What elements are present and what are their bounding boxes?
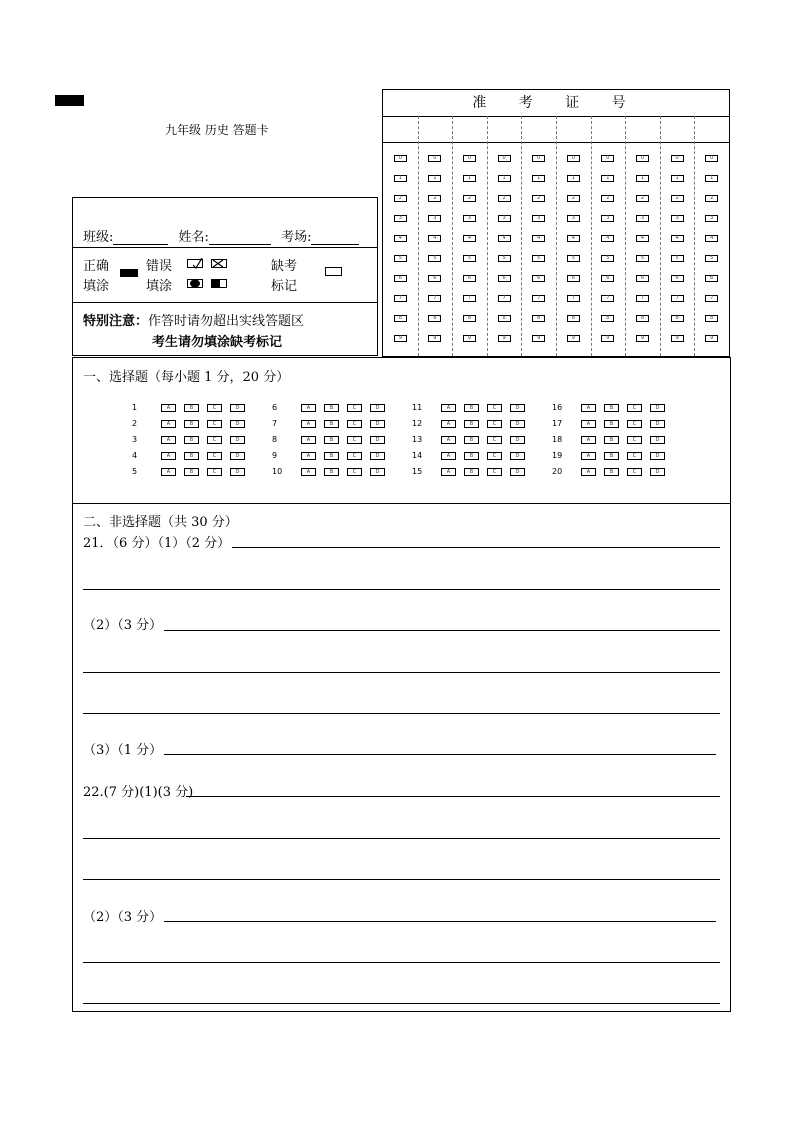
exam-id-digit-bubble[interactable]: 2 [463, 195, 476, 202]
exam-id-digit-bubble[interactable]: 5 [601, 255, 614, 262]
answer-line[interactable] [83, 962, 720, 963]
answer-line[interactable] [83, 672, 720, 673]
answer-bubble-c[interactable]: C [207, 452, 222, 460]
exam-id-title: 准 考 证 号 [383, 90, 729, 117]
answer-bubble-a[interactable]: A [581, 436, 596, 444]
exam-id-digit-bubble[interactable]: 8 [394, 315, 407, 322]
notice-label: 特别注意： [83, 314, 149, 329]
exam-id-digit-bubble[interactable]: 9 [428, 335, 441, 342]
exam-id-digit-bubble[interactable]: 6 [567, 275, 580, 282]
answer-bubble-d[interactable]: D [650, 420, 665, 428]
question-number: 4 [132, 451, 138, 460]
exam-id-digit-bubble[interactable]: 9 [394, 335, 407, 342]
absent-mark-box[interactable] [325, 267, 342, 276]
exam-id-digit-bubble[interactable]: 1 [498, 175, 511, 182]
answer-bubble-d[interactable]: D [370, 436, 385, 444]
exam-id-digit-bubble[interactable]: 8 [636, 315, 649, 322]
answer-bubble-c[interactable]: C [627, 436, 642, 444]
exam-id-digit-bubble[interactable]: 7 [567, 295, 580, 302]
exam-id-digit-bubble[interactable]: 2 [705, 195, 718, 202]
question-number: 20 [552, 467, 563, 476]
exam-id-digit-bubble[interactable]: 7 [636, 295, 649, 302]
exam-id-digit-bubble[interactable]: 5 [498, 255, 511, 262]
exam-id-digit-bubble[interactable]: 0 [636, 155, 649, 162]
info-divider-2 [73, 302, 377, 303]
exam-id-digit-bubble[interactable]: 5 [636, 255, 649, 262]
answer-bubble-b[interactable]: B [184, 436, 199, 444]
absent-label-2: 标记 [271, 279, 298, 294]
question-number: 12 [412, 419, 423, 428]
exam-id-digit-bubble[interactable]: 2 [532, 195, 545, 202]
answer-line[interactable] [164, 630, 720, 631]
answer-bubble-c[interactable]: C [207, 420, 222, 428]
answer-bubble-d[interactable]: D [650, 452, 665, 460]
exam-id-column-divider [556, 116, 557, 356]
answer-bubble-b[interactable]: B [464, 420, 479, 428]
name-label: 姓名: [178, 230, 209, 245]
answer-bubble-a[interactable]: A [161, 468, 176, 476]
answer-bubble-d[interactable]: D [510, 436, 525, 444]
answer-bubble-c[interactable]: C [347, 420, 362, 428]
exam-id-digit-bubble[interactable]: 6 [636, 275, 649, 282]
answer-bubble-a[interactable]: A [301, 436, 316, 444]
q21-part2: （2）（3 分） [83, 618, 163, 633]
answer-bubble-a[interactable]: A [301, 452, 316, 460]
answer-bubble-a[interactable]: A [441, 436, 456, 444]
answer-bubble-a[interactable]: A [581, 420, 596, 428]
answer-area [72, 357, 731, 1012]
q22-part2: （2）（3 分） [83, 910, 163, 925]
exam-id-digit-bubble[interactable]: 8 [463, 315, 476, 322]
exam-id-digit-bubble[interactable]: 9 [463, 335, 476, 342]
section1-title: 一、选择题（每小题 1 分，20 分） [83, 370, 290, 385]
exam-id-digit-bubble[interactable]: 2 [601, 195, 614, 202]
answer-bubble-a[interactable]: A [441, 404, 456, 412]
answer-bubble-d[interactable]: D [650, 436, 665, 444]
answer-bubble-c[interactable]: C [347, 468, 362, 476]
answer-bubble-c[interactable]: C [207, 404, 222, 412]
answer-bubble-b[interactable]: B [604, 420, 619, 428]
answer-line[interactable] [83, 589, 720, 590]
answer-bubble-d[interactable]: D [510, 404, 525, 412]
answer-bubble-c[interactable]: C [347, 436, 362, 444]
room-field[interactable] [311, 232, 359, 245]
wrong-fill-samples [187, 258, 231, 292]
answer-bubble-b[interactable]: B [464, 452, 479, 460]
exam-id-column-divider [694, 116, 695, 356]
wrong-label-2: 填涂 [146, 279, 173, 294]
answer-bubble-d[interactable]: D [510, 452, 525, 460]
exam-id-digit-bubble[interactable]: 2 [671, 195, 684, 202]
notice-line-2: 考生请勿填涂缺考标记 [152, 335, 283, 350]
answer-line[interactable] [83, 879, 720, 880]
answer-bubble-c[interactable]: C [487, 452, 502, 460]
exam-id-digit-bubble[interactable]: 6 [705, 275, 718, 282]
exam-id-digit-bubble[interactable]: 3 [567, 215, 580, 222]
question-number: 14 [412, 451, 423, 460]
section-divider [73, 503, 730, 504]
exam-id-digit-bubble[interactable]: 4 [428, 235, 441, 242]
exam-id-column-divider [625, 116, 626, 356]
exam-id-digit-bubble[interactable]: 4 [705, 235, 718, 242]
exam-id-digit-bubble[interactable]: 9 [532, 335, 545, 342]
question-number: 3 [132, 435, 138, 444]
exam-id-digit-bubble[interactable]: 8 [601, 315, 614, 322]
exam-id-digit-bubble[interactable]: 6 [532, 275, 545, 282]
answer-bubble-c[interactable]: C [627, 404, 642, 412]
exam-id-digit-bubble[interactable]: 7 [498, 295, 511, 302]
info-divider-1 [73, 247, 377, 248]
answer-line[interactable] [164, 921, 716, 922]
exam-id-digit-bubble[interactable]: 9 [567, 335, 580, 342]
answer-bubble-d[interactable]: D [230, 420, 245, 428]
question-number: 10 [272, 467, 283, 476]
wrong-label-1: 错误 [146, 259, 173, 274]
answer-bubble-c[interactable]: C [487, 420, 502, 428]
answer-line[interactable] [83, 1003, 720, 1004]
q21-part3: （3）（1 分） [83, 743, 163, 758]
answer-bubble-d[interactable]: D [370, 420, 385, 428]
answer-bubble-b[interactable]: B [604, 452, 619, 460]
exam-id-digit-bubble[interactable]: 3 [394, 215, 407, 222]
exam-id-digit-bubble[interactable]: 5 [428, 255, 441, 262]
q21-header: 21．（6 分）（1）（2 分） [83, 536, 231, 551]
exam-id-digit-bubble[interactable]: 4 [394, 235, 407, 242]
answer-line[interactable] [83, 838, 720, 839]
answer-bubble-a[interactable]: A [441, 420, 456, 428]
answer-bubble-b[interactable]: B [464, 404, 479, 412]
exam-id-digit-bubble[interactable]: 8 [498, 315, 511, 322]
card-title: 九年级 历史 答题卡 [165, 123, 269, 137]
exam-id-digit-bubble[interactable]: 1 [567, 175, 580, 182]
exam-id-digit-bubble[interactable]: 4 [463, 235, 476, 242]
exam-id-digit-bubble[interactable]: 7 [532, 295, 545, 302]
answer-bubble-c[interactable]: C [347, 452, 362, 460]
exam-id-digit-bubble[interactable]: 5 [394, 255, 407, 262]
exam-id-digit-bubble[interactable]: 3 [636, 215, 649, 222]
exam-id-digit-bubble[interactable]: 1 [532, 175, 545, 182]
answer-bubble-d[interactable]: D [650, 468, 665, 476]
name-field[interactable] [209, 232, 271, 245]
question-number: 1 [132, 403, 138, 412]
exam-id-digit-bubble[interactable]: 4 [532, 235, 545, 242]
exam-id-digit-bubble[interactable]: 7 [705, 295, 718, 302]
exam-id-digit-bubble[interactable]: 6 [463, 275, 476, 282]
exam-id-digit-bubble[interactable]: 4 [601, 235, 614, 242]
answer-bubble-c[interactable]: C [207, 436, 222, 444]
correct-label-1: 正确 [83, 259, 110, 274]
exam-id-digit-bubble[interactable]: 5 [532, 255, 545, 262]
answer-bubble-a[interactable]: A [581, 468, 596, 476]
exam-id-digit-bubble[interactable]: 2 [394, 195, 407, 202]
answer-bubble-d[interactable]: D [510, 468, 525, 476]
exam-id-digit-bubble[interactable]: 0 [463, 155, 476, 162]
correct-fill-sample [120, 269, 138, 277]
answer-bubble-c[interactable]: C [487, 436, 502, 444]
answer-bubble-c[interactable]: C [347, 404, 362, 412]
exam-id-box [382, 89, 730, 357]
exam-id-digit-bubble[interactable]: 0 [671, 155, 684, 162]
answer-bubble-b[interactable]: B [184, 468, 199, 476]
answer-bubble-d[interactable]: D [650, 404, 665, 412]
answer-bubble-b[interactable]: B [324, 404, 339, 412]
exam-id-digit-bubble[interactable]: 8 [705, 315, 718, 322]
answer-bubble-d[interactable]: D [510, 420, 525, 428]
student-info-box [72, 197, 378, 356]
answer-bubble-d[interactable]: D [370, 404, 385, 412]
exam-id-digit-bubble[interactable]: 0 [394, 155, 407, 162]
exam-id-digit-bubble[interactable]: 8 [671, 315, 684, 322]
correct-label-2: 填涂 [83, 279, 110, 294]
answer-bubble-c[interactable]: C [627, 452, 642, 460]
class-field[interactable] [113, 232, 168, 245]
answer-bubble-a[interactable]: A [301, 468, 316, 476]
exam-id-digit-bubble[interactable]: 0 [532, 155, 545, 162]
exam-id-digit-bubble[interactable]: 3 [601, 215, 614, 222]
exam-id-digit-bubble[interactable]: 3 [671, 215, 684, 222]
exam-id-digit-bubble[interactable]: 4 [636, 235, 649, 242]
answer-bubble-a[interactable]: A [581, 452, 596, 460]
exam-id-digit-bubble[interactable]: 1 [705, 175, 718, 182]
exam-id-digit-bubble[interactable]: 2 [567, 195, 580, 202]
exam-id-digit-bubble[interactable]: 0 [601, 155, 614, 162]
exam-id-digit-bubble[interactable]: 4 [671, 235, 684, 242]
question-number: 8 [272, 435, 278, 444]
exam-id-digit-bubble[interactable]: 5 [705, 255, 718, 262]
question-number: 11 [412, 403, 423, 412]
question-number: 18 [552, 435, 563, 444]
exam-id-column-divider [591, 116, 592, 356]
exam-id-digit-bubble[interactable]: 1 [463, 175, 476, 182]
answer-bubble-a[interactable]: A [161, 420, 176, 428]
exam-id-digit-bubble[interactable]: 9 [705, 335, 718, 342]
answer-bubble-d[interactable]: D [230, 436, 245, 444]
answer-bubble-b[interactable]: B [604, 404, 619, 412]
answer-bubble-b[interactable]: B [324, 468, 339, 476]
question-number: 6 [272, 403, 278, 412]
question-number: 5 [132, 467, 138, 476]
exam-id-digit-bubble[interactable]: 6 [394, 275, 407, 282]
answer-bubble-a[interactable]: A [301, 404, 316, 412]
answer-bubble-d[interactable]: D [230, 452, 245, 460]
answer-bubble-c[interactable]: C [627, 420, 642, 428]
answer-bubble-d[interactable]: D [230, 404, 245, 412]
exam-id-digit-bubble[interactable]: 6 [498, 275, 511, 282]
question-number: 2 [132, 419, 138, 428]
exam-id-digit-bubble[interactable]: 5 [567, 255, 580, 262]
exam-id-column-divider [418, 116, 419, 356]
question-number: 19 [552, 451, 563, 460]
exam-id-digit-bubble[interactable]: 0 [567, 155, 580, 162]
answer-bubble-d[interactable]: D [370, 468, 385, 476]
answer-line[interactable] [164, 754, 716, 755]
info-fields-row [83, 226, 359, 245]
exam-id-digit-bubble[interactable]: 8 [567, 315, 580, 322]
answer-bubble-a[interactable]: A [441, 452, 456, 460]
timing-mark [55, 95, 84, 106]
answer-line[interactable] [232, 547, 720, 548]
answer-bubble-b[interactable]: B [184, 420, 199, 428]
exam-id-digit-bubble[interactable]: 3 [428, 215, 441, 222]
answer-bubble-b[interactable]: B [464, 436, 479, 444]
exam-id-digit-bubble[interactable]: 6 [601, 275, 614, 282]
exam-id-digit-bubble[interactable]: 9 [498, 335, 511, 342]
exam-id-digit-bubble[interactable]: 3 [463, 215, 476, 222]
exam-id-digit-bubble[interactable]: 0 [498, 155, 511, 162]
exam-id-digit-bubble[interactable]: 3 [498, 215, 511, 222]
exam-id-digit-bubble[interactable]: 2 [636, 195, 649, 202]
exam-id-column-divider [452, 116, 453, 356]
exam-id-digit-bubble[interactable]: 9 [671, 335, 684, 342]
exam-id-digit-bubble[interactable]: 7 [671, 295, 684, 302]
exam-id-column-divider [487, 116, 488, 356]
exam-id-digit-bubble[interactable]: 4 [498, 235, 511, 242]
answer-bubble-c[interactable]: C [627, 468, 642, 476]
answer-bubble-a[interactable]: A [161, 436, 176, 444]
exam-id-digit-bubble[interactable]: 6 [671, 275, 684, 282]
exam-id-digit-bubble[interactable]: 9 [601, 335, 614, 342]
question-number: 7 [272, 419, 278, 428]
answer-bubble-a[interactable]: A [581, 404, 596, 412]
question-number: 13 [412, 435, 423, 444]
exam-id-column-divider [521, 116, 522, 356]
exam-id-digit-bubble[interactable]: 7 [394, 295, 407, 302]
answer-bubble-b[interactable]: B [324, 420, 339, 428]
section2-title: 二、非选择题（共 30 分） [83, 515, 238, 530]
answer-line[interactable] [186, 796, 720, 797]
exam-id-digit-bubble[interactable]: 3 [705, 215, 718, 222]
exam-id-digit-bubble[interactable]: 9 [636, 335, 649, 342]
answer-bubble-c[interactable]: C [487, 404, 502, 412]
question-number: 9 [272, 451, 278, 460]
answer-bubble-a[interactable]: A [161, 404, 176, 412]
answer-bubble-b[interactable]: B [324, 452, 339, 460]
answer-bubble-b[interactable]: B [184, 452, 199, 460]
answer-bubble-a[interactable]: A [441, 468, 456, 476]
notice-row [83, 310, 304, 329]
room-label: 考场: [281, 230, 312, 245]
exam-id-digit-bubble[interactable]: 1 [394, 175, 407, 182]
notice-line-1: 作答时请勿超出实线答题区 [148, 314, 305, 329]
question-number: 17 [552, 419, 563, 428]
answer-line[interactable] [83, 713, 720, 714]
absent-label-1: 缺考 [271, 259, 298, 274]
exam-id-digit-bubble[interactable]: 2 [498, 195, 511, 202]
answer-bubble-b[interactable]: B [464, 468, 479, 476]
exam-id-digit-bubble[interactable]: 7 [601, 295, 614, 302]
exam-id-digit-bubble[interactable]: 0 [705, 155, 718, 162]
q22-header: 22.(7 分)(1)(3 分) [83, 785, 194, 800]
answer-bubble-d[interactable]: D [370, 452, 385, 460]
answer-bubble-c[interactable]: C [207, 468, 222, 476]
exam-id-digit-bubble[interactable]: 1 [671, 175, 684, 182]
exam-id-digit-bubble[interactable]: 1 [636, 175, 649, 182]
answer-bubble-a[interactable]: A [301, 420, 316, 428]
answer-bubble-b[interactable]: B [604, 468, 619, 476]
exam-id-digit-bubble[interactable]: 0 [428, 155, 441, 162]
answer-bubble-d[interactable]: D [230, 468, 245, 476]
exam-id-digit-bubble[interactable]: 4 [567, 235, 580, 242]
exam-id-digit-bubble[interactable]: 6 [428, 275, 441, 282]
answer-bubble-b[interactable]: B [604, 436, 619, 444]
exam-id-digit-bubble[interactable]: 1 [428, 175, 441, 182]
exam-id-digit-bubble[interactable]: 3 [532, 215, 545, 222]
exam-id-digit-bubble[interactable]: 2 [428, 195, 441, 202]
exam-id-column-divider [660, 116, 661, 356]
exam-id-digit-bubble[interactable]: 5 [671, 255, 684, 262]
answer-bubble-b[interactable]: B [184, 404, 199, 412]
answer-bubble-b[interactable]: B [324, 436, 339, 444]
exam-id-digit-bubble[interactable]: 1 [601, 175, 614, 182]
answer-bubble-c[interactable]: C [487, 468, 502, 476]
exam-id-digit-bubble[interactable]: 8 [532, 315, 545, 322]
answer-bubble-a[interactable]: A [161, 452, 176, 460]
exam-id-digit-bubble[interactable]: 5 [463, 255, 476, 262]
exam-id-digit-bubble[interactable]: 8 [428, 315, 441, 322]
question-number: 16 [552, 403, 563, 412]
exam-id-digit-bubble[interactable]: 7 [428, 295, 441, 302]
exam-id-digit-bubble[interactable]: 7 [463, 295, 476, 302]
class-label: 班级: [83, 230, 114, 245]
question-number: 15 [412, 467, 423, 476]
